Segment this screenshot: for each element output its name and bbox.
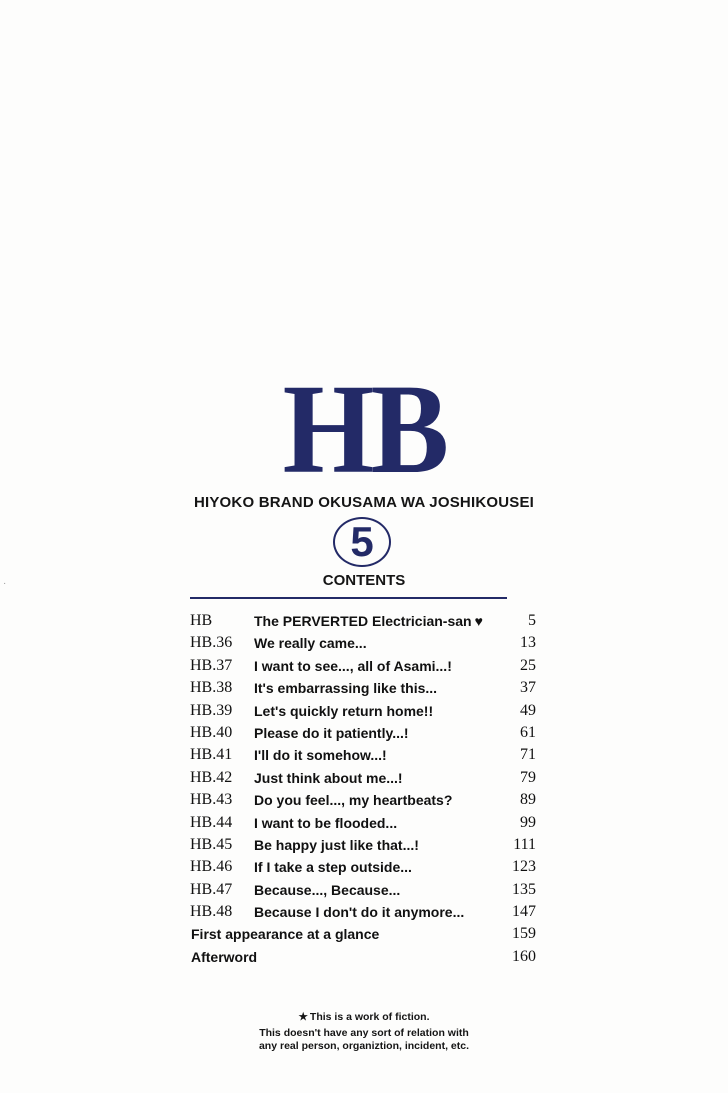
toc-row: [190, 946, 536, 968]
chapter-number: HB.40: [190, 723, 233, 741]
page-number: 13: [520, 634, 536, 652]
chapter-title: I want to see..., all of Asami...!: [254, 657, 452, 674]
page-number: 5: [528, 612, 536, 629]
chapter-number: HB.38: [190, 679, 233, 697]
page-number: 135: [512, 880, 536, 898]
stray-mark: ·: [3, 578, 7, 589]
series-logo: HB: [282, 358, 446, 500]
page-number: 61: [520, 723, 536, 741]
chapter-number: HB.41: [190, 746, 233, 764]
chapter-number: HB.37: [190, 656, 233, 674]
chapter-number: HB.39: [190, 701, 233, 719]
page-number: 79: [520, 768, 536, 786]
page-number: 89: [520, 791, 536, 809]
table-of-contents: [190, 610, 536, 968]
section-title: Afterword: [191, 948, 258, 965]
toc-row: [190, 700, 536, 722]
toc-row: [190, 901, 536, 923]
chapter-number: HB.43: [190, 791, 233, 809]
toc-row: [190, 744, 536, 766]
chapter-number: HB.48: [190, 903, 233, 921]
contents-divider: [190, 597, 507, 599]
chapter-number: HB.46: [190, 858, 233, 876]
section-title: First appearance at a glance: [191, 926, 380, 943]
chapter-title: Be happy just like that...!: [254, 836, 419, 853]
chapter-title: If I take a step outside...: [254, 859, 412, 876]
chapter-number: HB.45: [190, 835, 233, 853]
chapter-title: We really came...: [254, 635, 367, 652]
disclaimer-line: any real person, organiztion, incident, etc.: [258, 1040, 470, 1052]
page-number: 25: [520, 656, 536, 674]
series-title: HIYOKO BRAND OKUSAMA WA JOSHIKOUSEI: [193, 494, 535, 511]
chapter-title: The PERVERTED Electrician-san ♥: [254, 613, 483, 629]
contents-heading: CONTENTS: [322, 572, 406, 589]
page-number: 37: [520, 679, 536, 697]
chapter-title: Do you feel..., my heartbeats?: [254, 792, 453, 809]
chapter-title: Let's quickly return home!!: [254, 702, 434, 719]
page-number: 159: [512, 925, 536, 943]
toc-row: [190, 677, 536, 699]
toc-row: [190, 632, 536, 654]
chapter-title: Because I don't do it anymore...: [254, 904, 465, 921]
toc-row: [190, 767, 536, 789]
page-number: 49: [520, 701, 536, 719]
chapter-number: HB: [190, 612, 213, 629]
page-number: 147: [512, 903, 536, 921]
chapter-title: I want to be flooded...: [254, 814, 398, 831]
volume-badge: [333, 517, 391, 567]
chapter-number: HB.42: [190, 768, 233, 786]
chapter-title: Please do it patiently...!: [254, 724, 409, 741]
toc-row: [190, 856, 536, 878]
toc-row: [190, 834, 536, 856]
chapter-title: It's embarrassing like this...: [254, 680, 438, 697]
page-number: 99: [520, 813, 536, 831]
chapter-number: HB.44: [190, 813, 233, 831]
disclaimer-line: This doesn't have any sort of relation with: [259, 1026, 469, 1039]
toc-row: [190, 655, 536, 677]
chapter-title: I'll do it somehow...!: [254, 747, 387, 764]
page-number: 160: [512, 947, 536, 965]
page-number: 111: [513, 835, 536, 853]
disclaimer: [0, 1011, 728, 1054]
page-number: 123: [512, 858, 536, 876]
toc-row: [190, 923, 536, 945]
star-icon: ★: [298, 1011, 308, 1023]
chapter-title: Just think about me...!: [254, 769, 403, 786]
toc-row: [190, 789, 536, 811]
chapter-title: Because..., Because...: [254, 881, 401, 898]
toc-row: [190, 812, 536, 834]
toc-row: [190, 722, 536, 744]
chapter-number: HB.36: [190, 634, 233, 652]
volume-number: 5: [350, 518, 374, 565]
page-number: 71: [520, 746, 536, 764]
disclaimer-line: ★ This is a work of fiction.: [298, 1011, 430, 1023]
chapter-number: HB.47: [190, 880, 233, 898]
toc-row: [190, 610, 536, 632]
toc-row: [190, 879, 536, 901]
heart-icon: ♥: [474, 613, 483, 629]
